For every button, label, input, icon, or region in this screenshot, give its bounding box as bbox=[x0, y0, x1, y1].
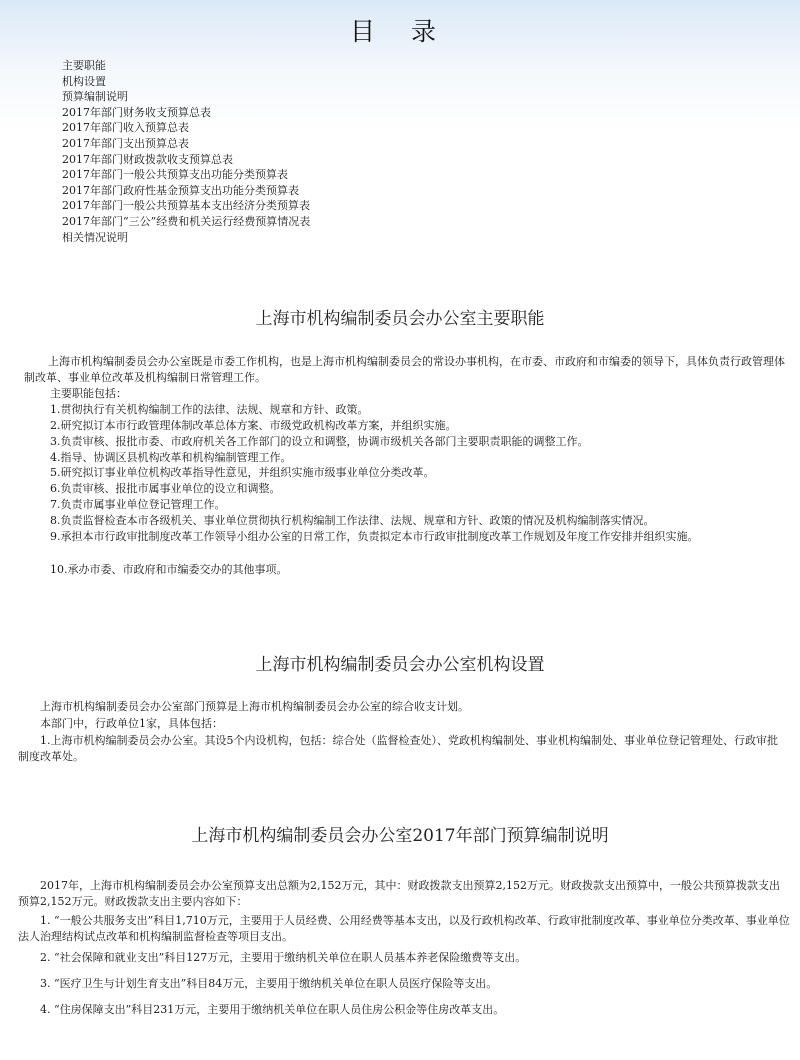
function-item: 9.承担本市行政审批制度改革工作领导小组办公室的日常工作，负责拟定本市行政审批制度改革工作规划及年度工作安排并组织实施。 bbox=[50, 530, 699, 543]
structure-section-title: 上海市机构编制委员会办公室机构设置 bbox=[255, 655, 545, 675]
budget-item: 1. “一般公共服务支出”科目1,710万元，主要用于人员经费、公用经费等基本支出，以及行政机构改革、行政审批制度改革、事业单位分类改革、事业单位法人治理结构试点改革和机构编制监督检查等项目支出。 bbox=[18, 914, 790, 943]
budget-section-title: 上海市机构编制委员会办公室2017年部门预算编制说明 bbox=[191, 826, 609, 846]
toc-item[interactable]: 机构设置 bbox=[62, 74, 106, 88]
toc-item[interactable]: 2017年部门一般公共预算基本支出经济分类预算表 bbox=[62, 199, 310, 213]
function-item: 6.负责审核、报批市属事业单位的设立和调整。 bbox=[50, 482, 281, 495]
toc-item[interactable]: 2017年部门一般公共预算支出功能分类预算表 bbox=[62, 168, 288, 182]
toc-title: 目 录 bbox=[350, 17, 450, 46]
toc-item[interactable]: 2017年部门财政拨款收支预算总表 bbox=[62, 152, 233, 166]
function-item: 7.负责市属事业单位登记管理工作。 bbox=[50, 498, 226, 511]
functions-section-title: 上海市机构编制委员会办公室主要职能 bbox=[255, 309, 545, 329]
function-item: 5.研究拟订事业单位机构改革指导性意见，并组织实施市级事业单位分类改革。 bbox=[50, 466, 435, 479]
toc-item[interactable]: 主要职能 bbox=[62, 59, 106, 72]
toc-item[interactable]: 相关情况说明 bbox=[62, 230, 128, 244]
budget-item: 4. “住房保障支出”科目231万元，主要用于缴纳机关单位在职人员住房公积金等住房改革支出。 bbox=[40, 1003, 505, 1016]
toc-item[interactable]: 2017年部门政府性基金预算支出功能分类预算表 bbox=[62, 183, 299, 197]
function-item: 10.承办市委、市政府和市编委交办的其他事项。 bbox=[50, 563, 288, 576]
function-item: 8.负责监督检查本市各级机关、事业单位贯彻执行机构编制工作法律、法规、规章和方针、政策的情况及机构编制落实情况。 bbox=[50, 514, 655, 527]
function-item: 1.贯彻执行有关机构编制工作的法律、法规、规章和方针、政策。 bbox=[50, 403, 369, 416]
structure-paragraph: 上海市机构编制委员会办公室部门预算是上海市机构编制委员会办公室的综合收支计划。 bbox=[40, 700, 469, 713]
function-item: 4.指导、协调区县机构改革和机构编制管理工作。 bbox=[50, 451, 292, 464]
function-item: 3.负责审核、报批市委、市政府机关各工作部门的设立和调整，协调市级机关各部门主要职责职能的调整工作。 bbox=[50, 435, 589, 448]
toc-item[interactable]: 2017年部门“三公”经费和机关运行经费预算情况表 bbox=[62, 214, 311, 228]
toc-item[interactable]: 2017年部门支出预算总表 bbox=[62, 136, 189, 150]
toc-item[interactable]: 预算编制说明 bbox=[62, 90, 128, 104]
toc-list bbox=[62, 58, 310, 245]
structure-paragraph: 1.上海市机构编制委员会办公室。其设5个内设机构，包括：综合处（监督检查处）、党政机构编制处、事业机构编制处、事业单位登记管理处、行政审批制度改革处。 bbox=[18, 734, 778, 763]
budget-intro: 2017年，上海市机构编制委员会办公室预算支出总额为2,152万元，其中：财政拨款支出预算2,152万元。财政拨款支出预算中，一般公共预算拨款支出预算2,152万元。财政拨款支出主要内容如下： bbox=[18, 879, 780, 908]
toc-item[interactable]: 2017年部门收入预算总表 bbox=[62, 121, 189, 135]
budget-item: 3. “医疗卫生与计划生育支出”科目84万元，主要用于缴纳机关单位在职人员医疗保险等支出。 bbox=[40, 977, 498, 990]
function-item: 2.研究拟订本市行政管理体制改革总体方案、市级党政机构改革方案，并组织实施。 bbox=[50, 419, 457, 432]
functions-intro: 上海市机构编制委员会办公室既是市委工作机构，也是上海市机构编制委员会的常设办事机构，在市委、市政府和市编委的领导下，具体负责行政管理体制改革、事业单位改革及机构编制日常管理工作。 bbox=[24, 355, 785, 384]
budget-item: 2. “社会保障和就业支出”科目127万元，主要用于缴纳机关单位在职人员基本养老保险缴费等支出。 bbox=[40, 951, 527, 964]
functions-list-heading: 主要职能包括： bbox=[50, 387, 127, 400]
structure-paragraph: 本部门中，行政单位1家，具体包括： bbox=[40, 717, 223, 730]
toc-item[interactable]: 2017年部门财务收支预算总表 bbox=[62, 105, 211, 119]
